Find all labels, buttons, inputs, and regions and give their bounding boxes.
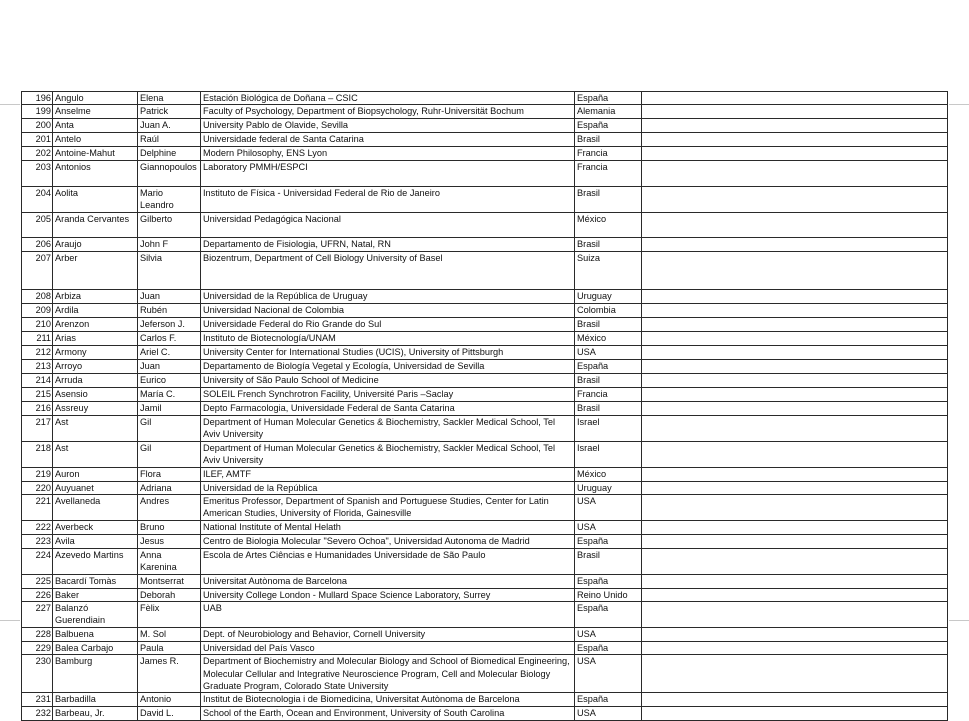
table-row <box>22 251 948 289</box>
given-name-cell: Andres <box>138 494 201 520</box>
institution-cell: Depto Farmacologia, Universidade Federal de Santa Catarina <box>201 401 575 415</box>
surname-cell: Arruda <box>53 373 138 387</box>
country-cell: Brasil <box>575 186 642 212</box>
country-cell: España <box>575 534 642 548</box>
country-cell: Brasil <box>575 373 642 387</box>
given-name-cell: M. Sol <box>138 628 201 642</box>
row-number: 228 <box>22 628 53 642</box>
given-name-cell: Fèlix <box>138 602 201 628</box>
surname-cell: Barbadilla <box>53 693 138 707</box>
given-name-cell: Gil <box>138 441 201 467</box>
row-number: 203 <box>22 160 53 186</box>
given-name-cell: Silvia <box>138 251 201 289</box>
surname-cell: Avellaneda <box>53 494 138 520</box>
table-row <box>22 520 948 534</box>
table-row <box>22 415 948 441</box>
institution-cell: Biozentrum, Department of Cell Biology University of Basel <box>201 251 575 289</box>
table-row <box>22 212 948 237</box>
country-cell: España <box>575 602 642 628</box>
empty-cell <box>642 237 948 251</box>
empty-cell <box>642 331 948 345</box>
surname-cell: Bamburg <box>53 655 138 693</box>
country-cell: México <box>575 212 642 237</box>
country-cell: Suiza <box>575 251 642 289</box>
empty-cell <box>642 105 948 118</box>
empty-cell <box>642 118 948 132</box>
empty-cell <box>642 588 948 601</box>
table-row <box>22 588 948 601</box>
empty-cell <box>642 441 948 467</box>
given-name-cell: Bruno <box>138 520 201 534</box>
institution-cell: Universidad del País Vasco <box>201 642 575 655</box>
empty-cell <box>642 373 948 387</box>
institution-cell: Universidad de la República de Uruguay <box>201 289 575 303</box>
surname-cell: Aranda Cervantes <box>53 212 138 237</box>
given-name-cell: Carlos F. <box>138 331 201 345</box>
institution-cell: University Center for International Studies (UCIS), University of Pittsburgh <box>201 345 575 359</box>
institution-cell: Escola de Artes Ciências e Humanidades Universidade de São Paulo <box>201 548 575 574</box>
given-name-cell: David L. <box>138 707 201 720</box>
given-name-cell: María C. <box>138 387 201 401</box>
row-number: 209 <box>22 303 53 317</box>
institution-cell: Universitat Autònoma de Barcelona <box>201 574 575 588</box>
institution-cell: Universidade federal de Santa Catarina <box>201 132 575 146</box>
given-name-cell: Giannopoulos <box>138 160 201 186</box>
surname-cell: Arroyo <box>53 359 138 373</box>
empty-cell <box>642 251 948 289</box>
surname-cell: Bacardí Tomàs <box>53 574 138 588</box>
institution-cell: Instituto de Biotecnología/UNAM <box>201 331 575 345</box>
surname-cell: Anselme <box>53 105 138 118</box>
institution-cell: University of São Paulo School of Medicine <box>201 373 575 387</box>
empty-cell <box>642 548 948 574</box>
institution-cell: Department of Human Molecular Genetics & Biochemistry, Sackler Medical School, Tel Aviv University <box>201 441 575 467</box>
surname-cell: Asensio <box>53 387 138 401</box>
surname-cell: Ardila <box>53 303 138 317</box>
institution-cell: University College London - Mullard Space Science Laboratory, Surrey <box>201 588 575 601</box>
table-row <box>22 534 948 548</box>
row-number: 196 <box>22 92 53 105</box>
empty-cell <box>642 628 948 642</box>
row-number: 218 <box>22 441 53 467</box>
divider-line <box>949 620 969 621</box>
country-cell: Brasil <box>575 548 642 574</box>
table-row <box>22 289 948 303</box>
country-cell: USA <box>575 345 642 359</box>
table-row <box>22 92 948 105</box>
empty-cell <box>642 132 948 146</box>
given-name-cell: Juan A. <box>138 118 201 132</box>
row-number: 199 <box>22 105 53 118</box>
given-name-cell: Juan <box>138 359 201 373</box>
surname-cell: Balea Carbajo <box>53 642 138 655</box>
institution-cell: University Pablo de Olavide, Sevilla <box>201 118 575 132</box>
country-cell: Alemania <box>575 105 642 118</box>
country-cell: USA <box>575 707 642 720</box>
empty-cell <box>642 212 948 237</box>
surname-cell: Barbeau, Jr. <box>53 707 138 720</box>
empty-cell <box>642 655 948 693</box>
row-number: 230 <box>22 655 53 693</box>
institution-cell: Universidade Federal do Rio Grande do Sul <box>201 317 575 331</box>
country-cell: Brasil <box>575 132 642 146</box>
table-row <box>22 345 948 359</box>
given-name-cell: Deborah <box>138 588 201 601</box>
table-row <box>22 548 948 574</box>
surname-cell: Ast <box>53 441 138 467</box>
row-number: 215 <box>22 387 53 401</box>
table-row <box>22 401 948 415</box>
institution-cell: School of the Earth, Ocean and Environment, University of South Carolina <box>201 707 575 720</box>
empty-cell <box>642 387 948 401</box>
given-name-cell: James R. <box>138 655 201 693</box>
table-row <box>22 574 948 588</box>
surname-cell: Auyuanet <box>53 481 138 494</box>
country-cell: USA <box>575 655 642 693</box>
empty-cell <box>642 186 948 212</box>
country-cell: Francia <box>575 387 642 401</box>
surname-cell: Baker <box>53 588 138 601</box>
table-row <box>22 118 948 132</box>
table-row <box>22 655 948 693</box>
row-number: 229 <box>22 642 53 655</box>
surname-cell: Angulo <box>53 92 138 105</box>
table-row <box>22 642 948 655</box>
institution-cell: Universidad Nacional de Colombia <box>201 303 575 317</box>
table-row <box>22 132 948 146</box>
table-row <box>22 387 948 401</box>
institution-cell: Centro de Biologia Molecular "Severo Ochoa", Universidad Autonoma de Madrid <box>201 534 575 548</box>
table-row <box>22 105 948 118</box>
row-number: 225 <box>22 574 53 588</box>
empty-cell <box>642 92 948 105</box>
country-cell: Colombia <box>575 303 642 317</box>
institution-cell: Faculty of Psychology, Department of Biopsychology, Ruhr-Universität Bochum <box>201 105 575 118</box>
surname-cell: Anta <box>53 118 138 132</box>
table-row <box>22 303 948 317</box>
empty-cell <box>642 401 948 415</box>
row-number: 210 <box>22 317 53 331</box>
institution-cell: Universidad Pedagógica Nacional <box>201 212 575 237</box>
table-row <box>22 331 948 345</box>
institution-cell: Estación Biológica de Doñana – CSIC <box>201 92 575 105</box>
table-body <box>22 92 948 721</box>
row-number: 213 <box>22 359 53 373</box>
empty-cell <box>642 574 948 588</box>
institution-cell: ILEF, AMTF <box>201 467 575 481</box>
given-name-cell: Juan <box>138 289 201 303</box>
institution-cell: Departamento de Biología Vegetal y Ecología, Universidad de Sevilla <box>201 359 575 373</box>
country-cell: España <box>575 92 642 105</box>
institution-cell: UAB <box>201 602 575 628</box>
surname-cell: Armony <box>53 345 138 359</box>
row-number: 201 <box>22 132 53 146</box>
empty-cell <box>642 602 948 628</box>
country-cell: Francia <box>575 160 642 186</box>
given-name-cell: Ariel C. <box>138 345 201 359</box>
signatories-table <box>21 91 948 721</box>
row-number: 206 <box>22 237 53 251</box>
surname-cell: Antelo <box>53 132 138 146</box>
given-name-cell: Eurico <box>138 373 201 387</box>
table-row <box>22 373 948 387</box>
given-name-cell: Jeferson J. <box>138 317 201 331</box>
surname-cell: Antoine-Mahut <box>53 146 138 160</box>
table-row <box>22 467 948 481</box>
row-number: 204 <box>22 186 53 212</box>
country-cell: Francia <box>575 146 642 160</box>
row-number: 221 <box>22 494 53 520</box>
surname-cell: Assreuy <box>53 401 138 415</box>
country-cell: USA <box>575 628 642 642</box>
given-name-cell: Patrick <box>138 105 201 118</box>
empty-cell <box>642 481 948 494</box>
surname-cell: Averbeck <box>53 520 138 534</box>
row-number: 227 <box>22 602 53 628</box>
surname-cell: Araujo <box>53 237 138 251</box>
row-number: 216 <box>22 401 53 415</box>
country-cell: México <box>575 331 642 345</box>
institution-cell: Department of Human Molecular Genetics & Biochemistry, Sackler Medical School, Tel Aviv University <box>201 415 575 441</box>
divider-line <box>0 620 20 621</box>
surname-cell: Antonios <box>53 160 138 186</box>
row-number: 217 <box>22 415 53 441</box>
country-cell: Israel <box>575 441 642 467</box>
empty-cell <box>642 289 948 303</box>
empty-cell <box>642 345 948 359</box>
country-cell: Brasil <box>575 401 642 415</box>
surname-cell: Arber <box>53 251 138 289</box>
given-name-cell: Delphine <box>138 146 201 160</box>
row-number: 212 <box>22 345 53 359</box>
row-number: 220 <box>22 481 53 494</box>
given-name-cell: Jamil <box>138 401 201 415</box>
country-cell: México <box>575 467 642 481</box>
surname-cell: Avila <box>53 534 138 548</box>
surname-cell: Arbiza <box>53 289 138 303</box>
empty-cell <box>642 520 948 534</box>
table-row <box>22 237 948 251</box>
row-number: 208 <box>22 289 53 303</box>
country-cell: USA <box>575 494 642 520</box>
country-cell: España <box>575 359 642 373</box>
surname-cell: Arenzon <box>53 317 138 331</box>
row-number: 222 <box>22 520 53 534</box>
country-cell: USA <box>575 520 642 534</box>
given-name-cell: Flora <box>138 467 201 481</box>
country-cell: Uruguay <box>575 289 642 303</box>
given-name-cell: Montserrat <box>138 574 201 588</box>
empty-cell <box>642 303 948 317</box>
institution-cell: SOLEIL French Synchrotron Facility, Université Paris –Saclay <box>201 387 575 401</box>
country-cell: Brasil <box>575 317 642 331</box>
given-name-cell: Elena <box>138 92 201 105</box>
surname-cell: Ast <box>53 415 138 441</box>
row-number: 231 <box>22 693 53 707</box>
empty-cell <box>642 359 948 373</box>
row-number: 224 <box>22 548 53 574</box>
institution-cell: National Institute of Mental Helath <box>201 520 575 534</box>
row-number: 205 <box>22 212 53 237</box>
empty-cell <box>642 494 948 520</box>
country-cell: Israel <box>575 415 642 441</box>
surname-cell: Balbuena <box>53 628 138 642</box>
country-cell: España <box>575 118 642 132</box>
table-row <box>22 317 948 331</box>
row-number: 207 <box>22 251 53 289</box>
given-name-cell: Mario Leandro <box>138 186 201 212</box>
row-number: 219 <box>22 467 53 481</box>
given-name-cell: Gil <box>138 415 201 441</box>
institution-cell: Department of Biochemistry and Molecular Biology and School of Biomedical Engineering, Molecular Cellular and Integrative Neuroscience Program, Cell and Molecular Biology Graduate Program, Colorado State University <box>201 655 575 693</box>
table-row <box>22 146 948 160</box>
country-cell: España <box>575 693 642 707</box>
given-name-cell: Anna Karenina <box>138 548 201 574</box>
row-number: 214 <box>22 373 53 387</box>
table-row <box>22 359 948 373</box>
row-number: 211 <box>22 331 53 345</box>
table-row <box>22 186 948 212</box>
empty-cell <box>642 534 948 548</box>
table-row <box>22 481 948 494</box>
institution-cell: Universidad de la República <box>201 481 575 494</box>
table-row <box>22 602 948 628</box>
row-number: 226 <box>22 588 53 601</box>
empty-cell <box>642 642 948 655</box>
country-cell: España <box>575 642 642 655</box>
given-name-cell: John F <box>138 237 201 251</box>
table-row <box>22 628 948 642</box>
institution-cell: Dept. of Neurobiology and Behavior, Cornell University <box>201 628 575 642</box>
table-row <box>22 160 948 186</box>
given-name-cell: Jesus <box>138 534 201 548</box>
empty-cell <box>642 707 948 720</box>
surname-cell: Balanzó Guerendiain <box>53 602 138 628</box>
row-number: 232 <box>22 707 53 720</box>
divider-line <box>949 104 969 105</box>
given-name-cell: Rubén <box>138 303 201 317</box>
given-name-cell: Adriana <box>138 481 201 494</box>
country-cell: Uruguay <box>575 481 642 494</box>
surname-cell: Arias <box>53 331 138 345</box>
institution-cell: Departamento de Fisiologia, UFRN, Natal, RN <box>201 237 575 251</box>
given-name-cell: Gilberto <box>138 212 201 237</box>
given-name-cell: Antonio <box>138 693 201 707</box>
divider-line <box>0 104 20 105</box>
institution-cell: Emeritus Professor, Department of Spanish and Portuguese Studies, Center for Latin American Studies, University of Florida, Gainesville <box>201 494 575 520</box>
country-cell: Brasil <box>575 237 642 251</box>
row-number: 223 <box>22 534 53 548</box>
empty-cell <box>642 317 948 331</box>
row-number: 200 <box>22 118 53 132</box>
surname-cell: Aolita <box>53 186 138 212</box>
institution-cell: Instituto de Física - Universidad Federal de Rio de Janeiro <box>201 186 575 212</box>
empty-cell <box>642 146 948 160</box>
empty-cell <box>642 415 948 441</box>
country-cell: España <box>575 574 642 588</box>
institution-cell: Laboratory PMMH/ESPCI <box>201 160 575 186</box>
empty-cell <box>642 467 948 481</box>
table-row <box>22 494 948 520</box>
surname-cell: Auron <box>53 467 138 481</box>
given-name-cell: Raúl <box>138 132 201 146</box>
institution-cell: Institut de Biotecnologia i de Biomedicina, Universitat Autònoma de Barcelona <box>201 693 575 707</box>
given-name-cell: Paula <box>138 642 201 655</box>
empty-cell <box>642 160 948 186</box>
table-row <box>22 441 948 467</box>
institution-cell: Modern Philosophy, ENS Lyon <box>201 146 575 160</box>
table-row <box>22 707 948 720</box>
country-cell: Reino Unido <box>575 588 642 601</box>
row-number: 202 <box>22 146 53 160</box>
surname-cell: Azevedo Martins <box>53 548 138 574</box>
